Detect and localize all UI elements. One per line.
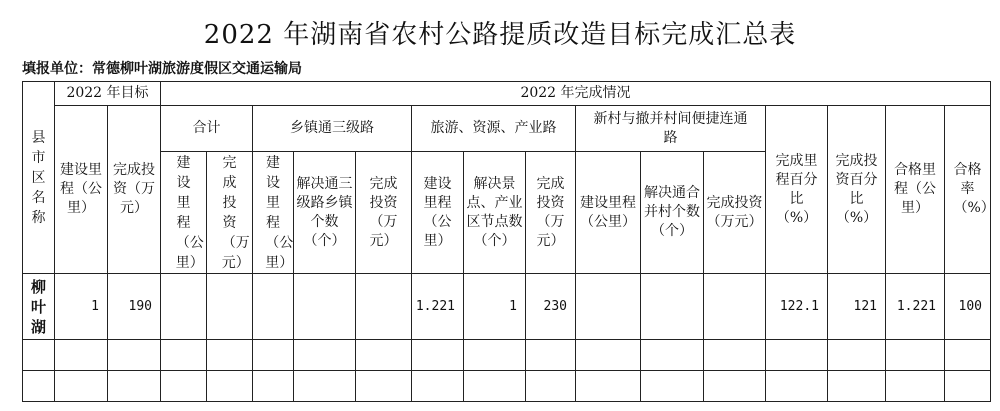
header-total-investment: 完成投资（万元） [207,152,253,274]
cell-qualified-rate: 100 [945,274,991,340]
header-completion-group: 2022 年完成情况 [161,82,991,106]
cell-township-count [294,274,356,340]
cell-village-count [641,274,704,340]
header-county: 县市区名称 [23,82,55,274]
header-tourism-investment: 完成投资（万元） [526,152,576,274]
cell-village-investment [704,274,766,340]
header-target-length: 建设里程（公里） [55,106,108,274]
cell-total-investment [207,274,253,340]
header-qualified-length: 合格里程（公里） [886,106,945,274]
table-row [23,371,991,402]
table-row [23,274,991,340]
header-qualified-rate: 合格率（%） [945,106,991,274]
header-row-2 [23,106,991,152]
header-township: 乡镇通三级路 [253,106,412,152]
header-row-1 [23,82,991,106]
header-village: 新村与撤并村间便捷连通路 [576,106,766,152]
cell-county: 柳叶湖 [23,274,55,340]
cell-investment-pct: 121 [828,274,886,340]
header-township-length: 建设里程（公里） [253,152,294,274]
summary-table [22,81,995,402]
cell-tourism-investment: 230 [526,274,576,340]
header-village-investment: 完成投资（万元） [704,152,766,274]
header-total-length: 建设里程（公里） [161,152,207,274]
header-length-pct: 完成里程百分比（%） [766,106,828,274]
header-tourism-points: 解决景点、产业区节点数（个） [464,152,526,274]
cell-total-length [161,274,207,340]
header-target-investment: 完成投资（万元） [108,106,161,274]
header-tourism: 旅游、资源、产业路 [412,106,576,152]
header-township-count: 解决通三级路乡镇个数（个） [294,152,356,274]
header-township-investment: 完成投资（万元） [356,152,412,274]
header-village-length: 建设里程（公里） [576,152,641,274]
cell-village-length [576,274,641,340]
cell-target-investment: 190 [108,274,161,340]
header-investment-pct: 完成投资百分比（%） [828,106,886,274]
cell-township-investment [356,274,412,340]
table-row [23,340,991,371]
report-title: 2022 年湖南省农村公路提质改造目标完成汇总表 [203,20,797,50]
header-village-count: 解决通合并村个数（个） [641,152,704,274]
header-tourism-length: 建设里程（公里） [412,152,464,274]
cell-qualified-length: 1.221 [886,274,945,340]
header-total: 合计 [161,106,253,152]
cell-township-length [253,274,294,340]
cell-tourism-points: 1 [464,274,526,340]
header-target-group: 2022 年目标 [55,82,161,106]
cell-target-length: 1 [55,274,108,340]
cell-length-pct: 122.1 [766,274,828,340]
reporting-unit: 填报单位：常德柳叶湖旅游度假区交通运输局 [22,61,302,77]
cell-tourism-length: 1.221 [412,274,464,340]
